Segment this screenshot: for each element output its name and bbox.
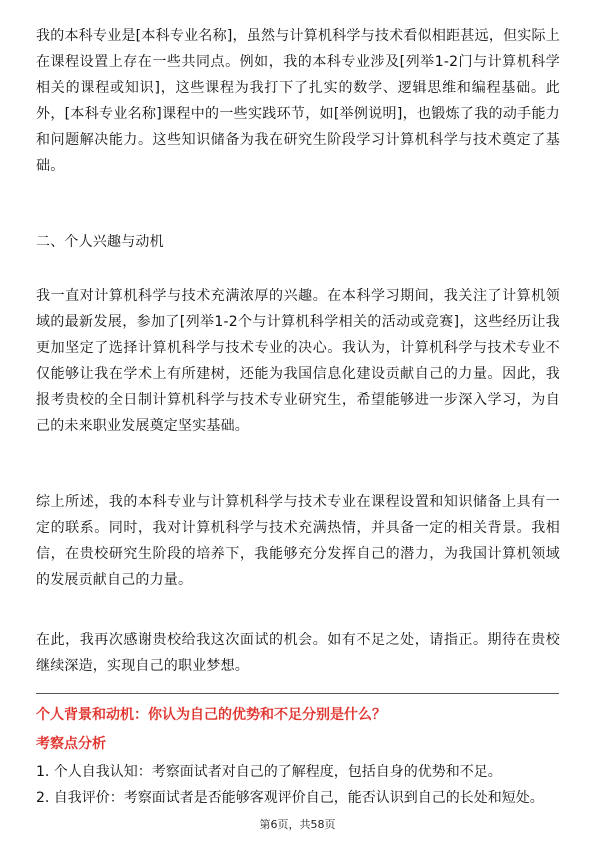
paragraph-interest-motivation: 我一直对计算机科学与技术充满浓厚的兴趣。在本科学习期间，我关注了计算机领域的最新发展，参加了[列举1-2个与计算机科学相关的活动或竞赛]，这些经历让我更加坚定了选择计算机科学与技术专业的决心。我认为，计算机科学与技术专业不仅能够让我在学术上有所建树，还能为我国信息化建设贡献自己的力量。因此，我报考贵校的全日制计算机科学与技术专业研究生，希望能够进一步深入学习，为自己的未来职业发展奠定坚实基础。 xyxy=(36,288,560,434)
section-heading-interest: 二、个人兴趣与动机 xyxy=(36,234,164,250)
paragraph-summary: 综上所述，我的本科专业与计算机科学与技术专业在课程设置和知识储备上具有一定的联系。同时，我对计算机科学与技术充满热情，并具备一定的相关背景。我相信，在贵校研究生阶段的培养下，我能够充分发挥自己的潜力，为我国计算机领域的发展贡献自己的力量。 xyxy=(36,494,560,588)
list-item: 1. 个人自我认知：考察面试者对自己的了解程度，包括自身的优势和不足。 xyxy=(36,764,502,780)
list-item: 2. 自我评价：考察面试者是否能够客观评价自己，能否认识到自己的长处和短处。 xyxy=(36,790,544,806)
analysis-heading: 考察点分析 xyxy=(36,736,106,752)
interview-question: 个人背景和动机：你认为自己的优势和不足分别是什么？ xyxy=(36,707,386,723)
analysis-list xyxy=(36,759,560,811)
paragraph-thanks: 在此，我再次感谢贵校给我这次面试的机会。如有不足之处，请指正。期待在贵校继续深造，实现自己的职业梦想。 xyxy=(36,632,560,674)
page-number-footer: 第6页，共58页 xyxy=(259,818,336,831)
paragraph-undergrad-major: 我的本科专业是[本科专业名称]，虽然与计算机科学与技术看似相距甚远，但实际上在课程设置上存在一些共同点。例如，我的本科专业涉及[列举1-2门与计算机科学相关的课程或知识]，这些课程为我打下了扎实的数学、逻辑思维和编程基础。此外，[本科专业名称]课程中的一些实践环节，如[举例说明]，也锻炼了我的动手能力和问题解决能力。这些知识储备为我在研究生阶段学习计算机科学与技术奠定了基础。 xyxy=(36,28,560,174)
section-divider xyxy=(36,693,559,694)
